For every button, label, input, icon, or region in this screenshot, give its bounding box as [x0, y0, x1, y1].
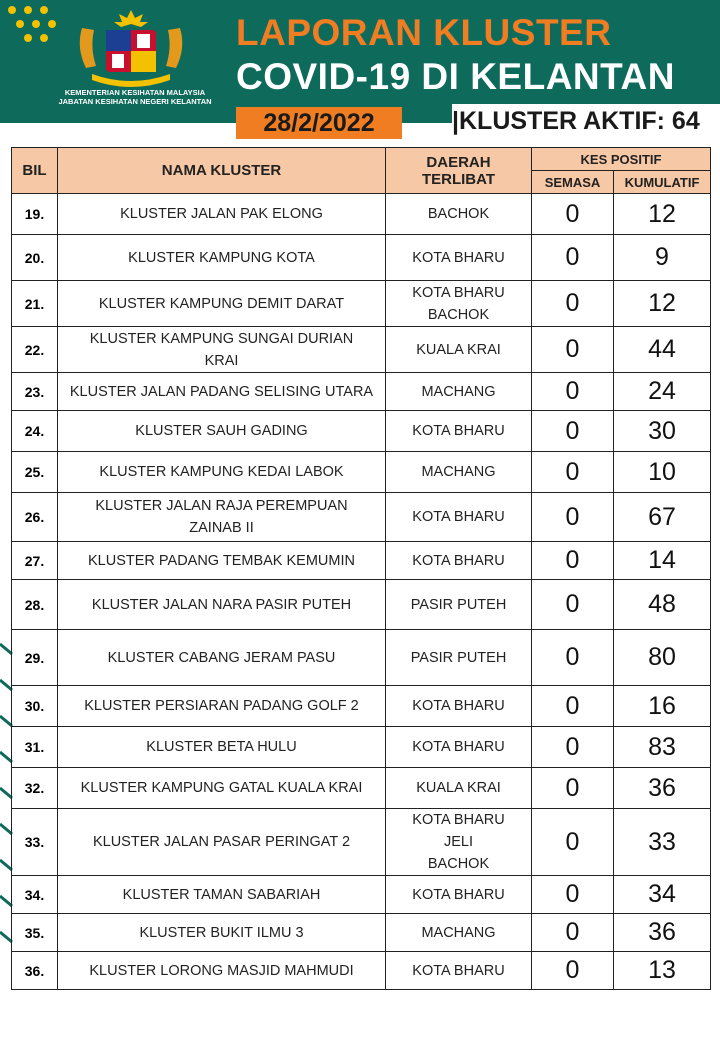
cluster-name — [58, 327, 386, 373]
cluster-name-line: KLUSTER SAUH GADING — [135, 423, 308, 439]
district — [386, 452, 532, 493]
cumulative-cases: 44 — [614, 327, 711, 373]
cluster-name — [58, 373, 386, 411]
report-subtitle: COVID-19 DI KELANTAN — [236, 56, 675, 97]
district — [386, 727, 532, 768]
cluster-name-line: KLUSTER TAMAN SABARIAH — [122, 886, 321, 903]
cumulative-cases: 33 — [614, 809, 711, 876]
current-cases: 0 — [532, 952, 614, 990]
row-number: 34. — [12, 876, 58, 914]
cumulative-cases: 80 — [614, 630, 711, 686]
cumulative-cases: 24 — [614, 373, 711, 411]
row-number: 21. — [12, 281, 58, 327]
cluster-name-line: KLUSTER LORONG MASJID MAHMUDI — [89, 962, 354, 979]
district-line: JELI — [443, 834, 473, 850]
column-header-current: SEMASA — [532, 171, 614, 194]
district — [386, 952, 532, 990]
current-cases: 0 — [532, 327, 614, 373]
table-row — [12, 686, 711, 727]
cumulative-cases: 34 — [614, 876, 711, 914]
current-cases: 0 — [532, 876, 614, 914]
district — [386, 411, 532, 452]
cumulative-cases: 10 — [614, 452, 711, 493]
row-number: 36. — [12, 952, 58, 990]
cumulative-cases: 36 — [614, 914, 711, 952]
district — [386, 373, 532, 411]
cluster-name-line: KLUSTER KAMPUNG SUNGAI DURIAN — [89, 330, 354, 347]
cluster-name — [58, 281, 386, 327]
district-line: KOTA BHARU — [412, 423, 505, 439]
column-header-area: DAERAH TERLIBAT — [386, 148, 532, 194]
row-number: 32. — [12, 768, 58, 809]
cluster-name-line: KLUSTER CABANG JERAM PASU — [107, 649, 336, 666]
cluster-name — [58, 411, 386, 452]
table-row — [12, 327, 711, 373]
report-title: LAPORAN KLUSTER — [236, 12, 612, 53]
agency-name: KEMENTERIAN KESIHATAN MALAYSIA JABATAN KESIHATAN NEGERI KELANTAN — [58, 88, 212, 106]
table-row — [12, 768, 711, 809]
cumulative-cases: 83 — [614, 727, 711, 768]
current-cases: 0 — [532, 686, 614, 727]
cumulative-cases: 67 — [614, 493, 711, 542]
cluster-name — [58, 727, 386, 768]
district-line: MACHANG — [421, 383, 496, 400]
cluster-name — [58, 630, 386, 686]
cluster-name — [58, 194, 386, 235]
current-cases: 0 — [532, 809, 614, 876]
cumulative-cases: 12 — [614, 194, 711, 235]
district — [386, 194, 532, 235]
district — [386, 281, 532, 327]
district-line: KOTA BHARU — [412, 886, 505, 903]
table-row — [12, 493, 711, 542]
district-line: PASIR PUTEH — [410, 596, 507, 613]
cluster-name-line: KLUSTER BUKIT ILMU 3 — [139, 924, 304, 941]
row-number: 35. — [12, 914, 58, 952]
cluster-name — [58, 493, 386, 542]
current-cases: 0 — [532, 630, 614, 686]
cluster-name-line: KLUSTER BETA HULU — [146, 739, 297, 755]
district — [386, 580, 532, 630]
cluster-name-line: KLUSTER KAMPUNG KEDAI LABOK — [99, 464, 344, 480]
current-cases: 0 — [532, 373, 614, 411]
coat-of-arms-logo — [72, 8, 190, 92]
cluster-name — [58, 686, 386, 727]
row-number: 24. — [12, 411, 58, 452]
district — [386, 542, 532, 580]
cumulative-cases: 13 — [614, 952, 711, 990]
table-row — [12, 452, 711, 493]
district-line: KOTA BHARU — [412, 962, 505, 979]
district — [386, 768, 532, 809]
cumulative-cases: 16 — [614, 686, 711, 727]
column-header-cases: KES POSITIF — [532, 148, 711, 171]
row-number: 33. — [12, 809, 58, 876]
cluster-name — [58, 768, 386, 809]
row-number: 26. — [12, 493, 58, 542]
cluster-name-line: ZAINAB II — [189, 520, 254, 536]
current-cases: 0 — [532, 235, 614, 281]
district-line: KOTA BHARU — [412, 284, 505, 301]
table-row — [12, 281, 711, 327]
cluster-name-line: KRAI — [204, 352, 239, 369]
district-line: KOTA BHARU — [412, 812, 505, 828]
row-number: 23. — [12, 373, 58, 411]
cluster-name-line: KLUSTER PERSIARAN PADANG GOLF 2 — [84, 698, 359, 714]
row-number: 27. — [12, 542, 58, 580]
current-cases: 0 — [532, 768, 614, 809]
row-number: 25. — [12, 452, 58, 493]
current-cases: 0 — [532, 411, 614, 452]
district — [386, 630, 532, 686]
cumulative-cases: 14 — [614, 542, 711, 580]
cluster-name — [58, 876, 386, 914]
current-cases: 0 — [532, 194, 614, 235]
district — [386, 327, 532, 373]
district-line: PASIR PUTEH — [410, 649, 507, 666]
cumulative-cases: 30 — [614, 411, 711, 452]
district — [386, 876, 532, 914]
district-line: KOTA BHARU — [412, 249, 505, 266]
row-number: 19. — [12, 194, 58, 235]
current-cases: 0 — [532, 281, 614, 327]
current-cases: 0 — [532, 452, 614, 493]
column-header-bil: BIL — [12, 148, 58, 194]
row-number: 22. — [12, 327, 58, 373]
table-row — [12, 411, 711, 452]
table-row — [12, 809, 711, 876]
current-cases: 0 — [532, 493, 614, 542]
cluster-name-line: KLUSTER JALAN RAJA PEREMPUAN — [95, 498, 348, 514]
table-row — [12, 373, 711, 411]
cluster-name-line: KLUSTER JALAN PASAR PERINGAT 2 — [92, 834, 351, 850]
table-row — [12, 727, 711, 768]
current-cases: 0 — [532, 542, 614, 580]
row-number: 31. — [12, 727, 58, 768]
cluster-name — [58, 452, 386, 493]
district-line: MACHANG — [421, 924, 496, 941]
current-cases: 0 — [532, 727, 614, 768]
cluster-table — [11, 147, 711, 990]
table-row — [12, 914, 711, 952]
district-line: KOTA BHARU — [412, 698, 505, 714]
cluster-name-line: KLUSTER PADANG TEMBAK KEMUMIN — [88, 552, 355, 569]
table-row — [12, 235, 711, 281]
row-number: 30. — [12, 686, 58, 727]
table-row — [12, 952, 711, 990]
table-row — [12, 542, 711, 580]
active-cluster-count: |KLUSTER AKTIF: 64 — [452, 104, 720, 138]
district-line: BACHOK — [427, 206, 490, 222]
column-header-cumulative: KUMULATIF — [614, 171, 711, 194]
cluster-name — [58, 952, 386, 990]
decorative-dots — [8, 6, 78, 46]
report-date: 28/2/2022 — [236, 107, 402, 139]
district-line: MACHANG — [421, 464, 496, 480]
row-number: 28. — [12, 580, 58, 630]
cumulative-cases: 48 — [614, 580, 711, 630]
row-number: 29. — [12, 630, 58, 686]
table-row — [12, 194, 711, 235]
district — [386, 493, 532, 542]
district-line: BACHOK — [427, 856, 490, 872]
cumulative-cases: 36 — [614, 768, 711, 809]
district-line: BACHOK — [427, 306, 490, 323]
cumulative-cases: 12 — [614, 281, 711, 327]
table-row — [12, 630, 711, 686]
cluster-name-line: KLUSTER KAMPUNG GATAL KUALA KRAI — [80, 780, 363, 796]
district-line: KOTA BHARU — [412, 739, 505, 755]
row-number: 20. — [12, 235, 58, 281]
district-line: KUALA KRAI — [416, 780, 501, 796]
district-line: KOTA BHARU — [412, 509, 505, 525]
cluster-name — [58, 580, 386, 630]
cluster-name-line: KLUSTER JALAN PADANG SELISING UTARA — [69, 383, 374, 400]
cluster-name-line: KLUSTER JALAN NARA PASIR PUTEH — [91, 596, 352, 613]
cluster-name — [58, 809, 386, 876]
cluster-name — [58, 542, 386, 580]
table-row — [12, 580, 711, 630]
column-header-name: NAMA KLUSTER — [58, 148, 386, 194]
current-cases: 0 — [532, 580, 614, 630]
cluster-name — [58, 235, 386, 281]
district — [386, 809, 532, 876]
cumulative-cases: 9 — [614, 235, 711, 281]
district-line: KUALA KRAI — [416, 341, 501, 358]
cluster-name-line: KLUSTER KAMPUNG KOTA — [128, 249, 315, 266]
district — [386, 686, 532, 727]
current-cases: 0 — [532, 914, 614, 952]
district — [386, 235, 532, 281]
cluster-name-line: KLUSTER KAMPUNG DEMIT DARAT — [98, 295, 345, 312]
cluster-name — [58, 914, 386, 952]
district-line: KOTA BHARU — [412, 552, 505, 569]
cluster-name-line: KLUSTER JALAN PAK ELONG — [120, 206, 323, 222]
district — [386, 914, 532, 952]
table-row — [12, 876, 711, 914]
cluster-rows — [12, 194, 711, 990]
